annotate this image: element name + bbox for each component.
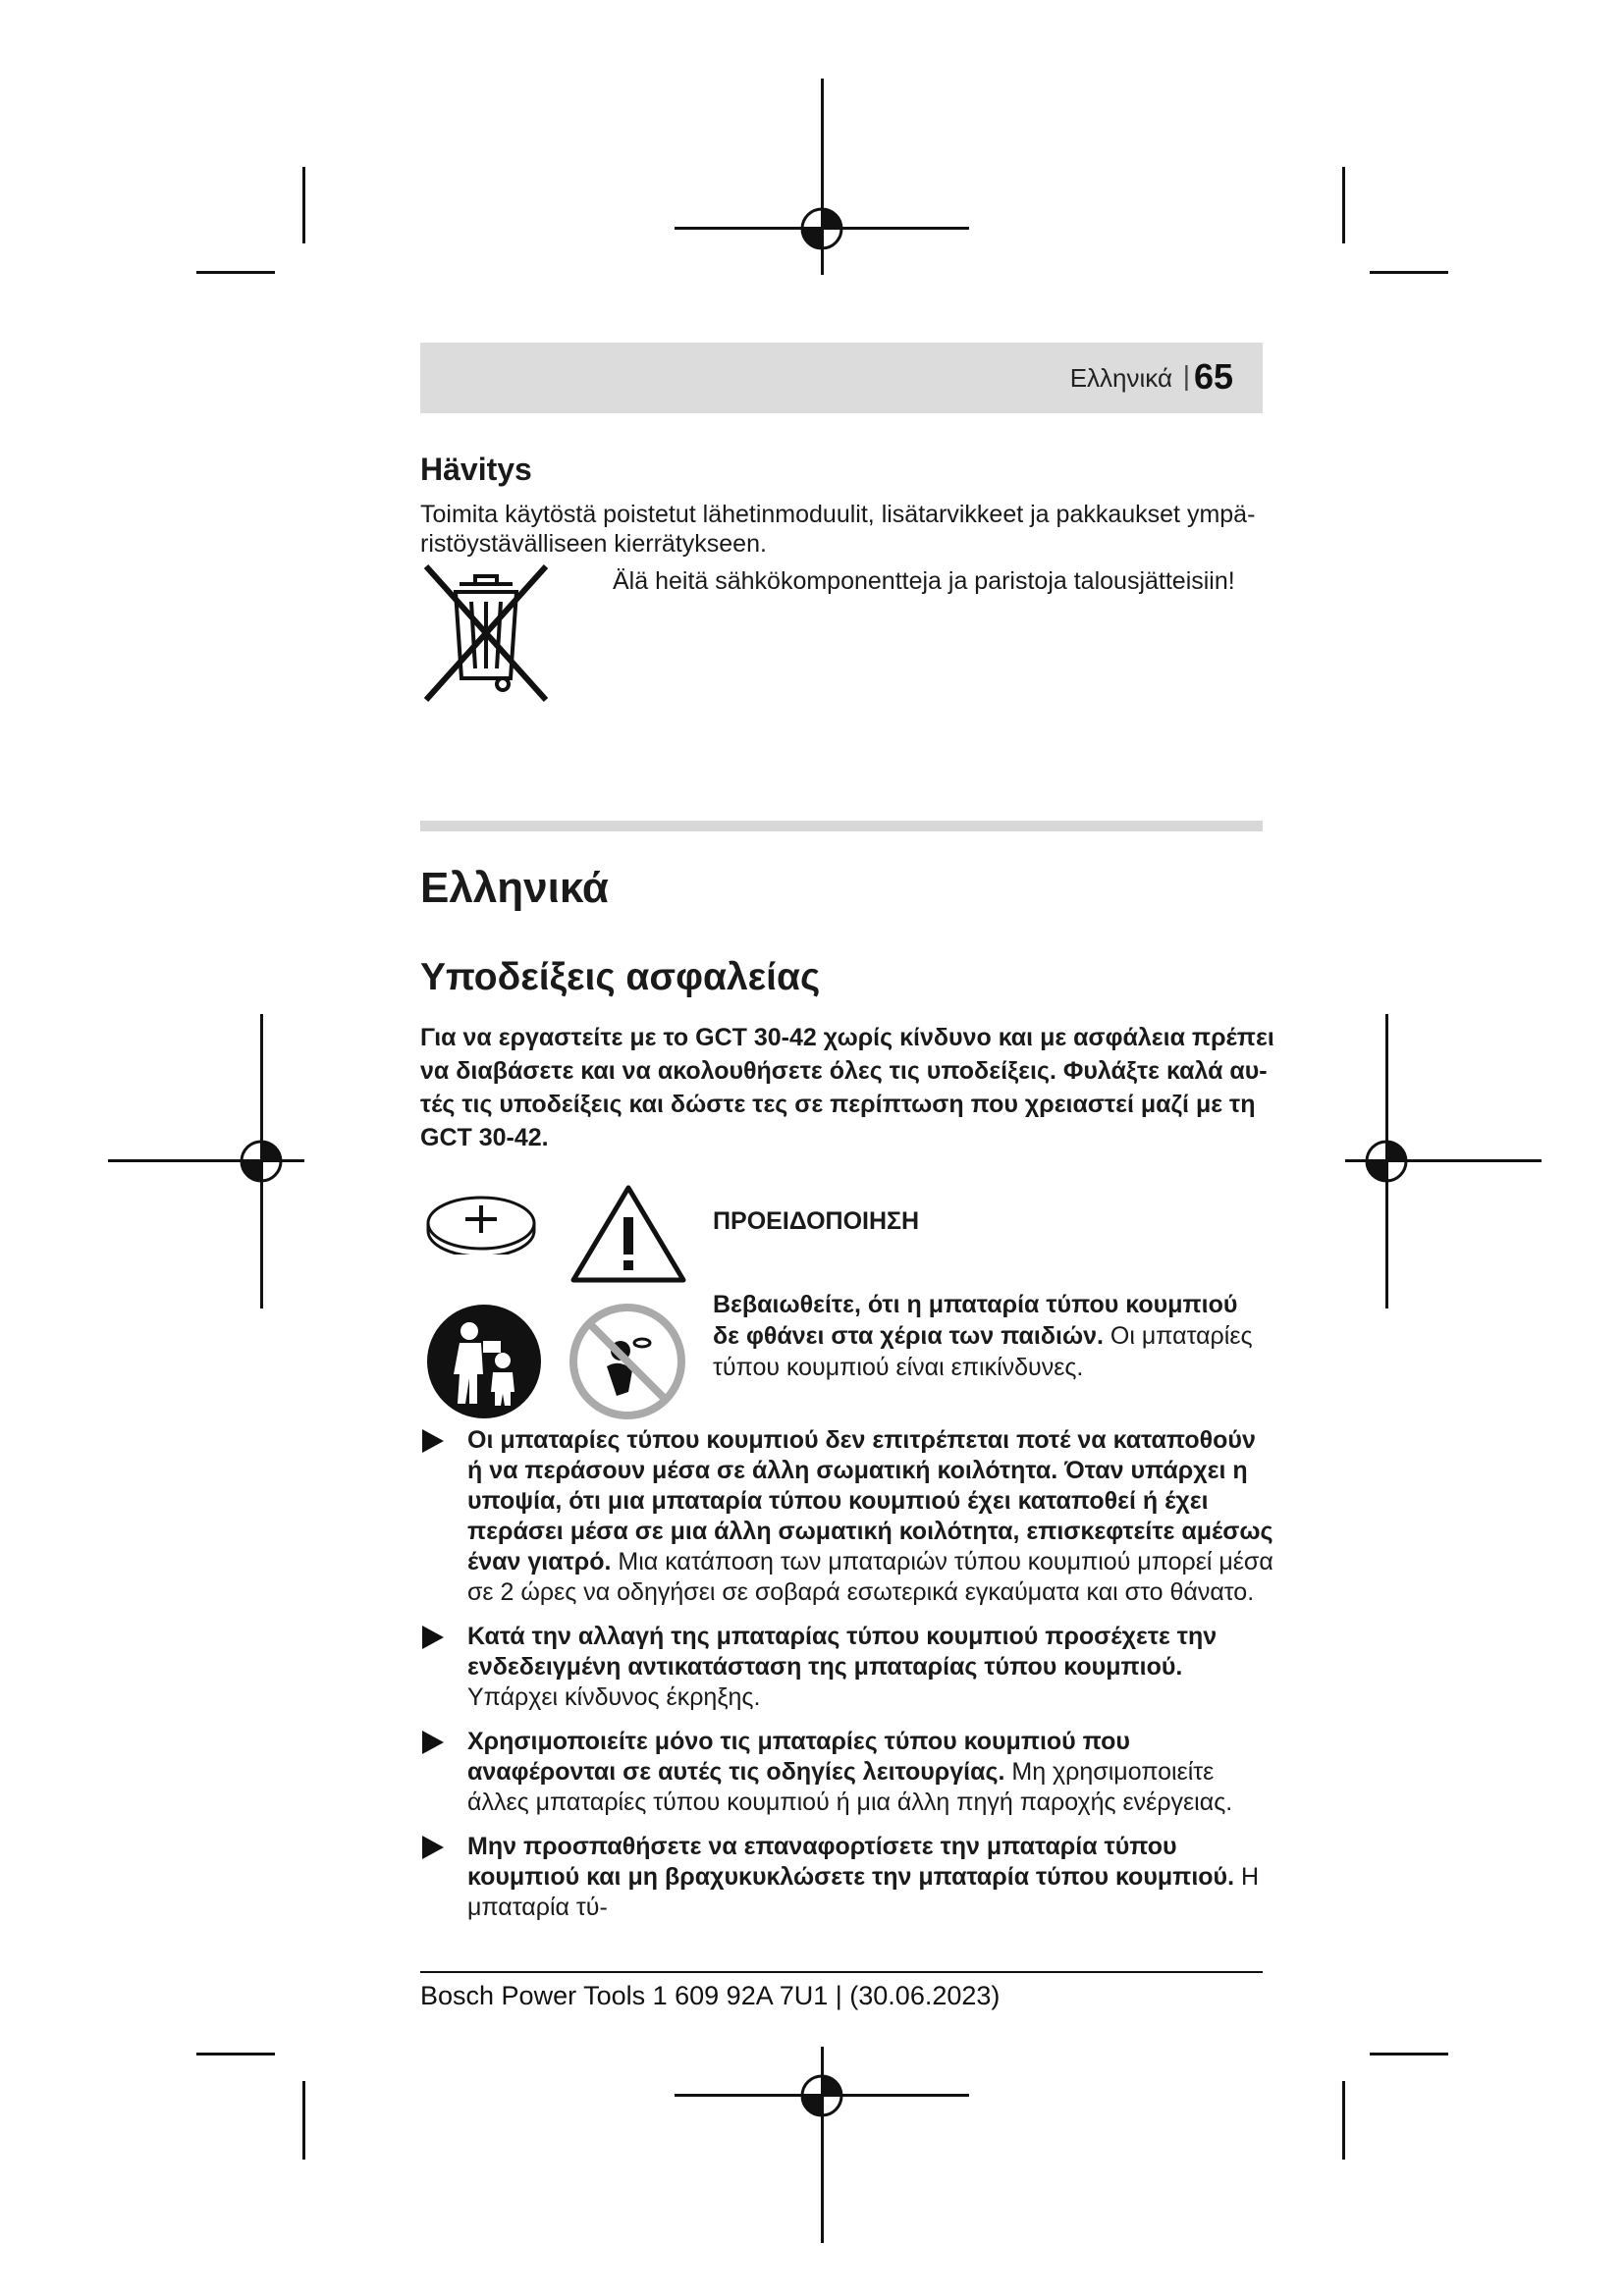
safety-intro: Για να εργαστείτε με το GCT 30-42 χωρίς κίνδυνο και με ασφάλεια πρέπει να διαβάσετε και να ακολουθήσετε όλες τις υποδείξεις. Φυλάξτε καλά αυτές τις υποδείξεις και δώστε τες σε περίπτωση που χρειαστεί μαζί με τη GCT 30-42. <box>420 1024 1274 1151</box>
bullet-arrow-icon <box>422 1836 444 1859</box>
crop-mark <box>302 167 305 243</box>
bullet-bold-text: Οι μπαταρίες τύπου κουμπιού δεν επιτρέπεται ποτέ να καταποθούν ή να περάσουν μέσα σε άλλη σωματική κοιλότητα. Όταν υπάρχει η υποψία, ότι μια μπαταρία τύπου κουμπιού έχει καταποθεί ή έχει περάσει μέσα σε μια άλλη σωματική κοιλότητα, επισκεφτείτε αμέσως έναν γιατρό. <box>467 1426 1273 1575</box>
header-separator: | <box>1182 360 1190 391</box>
disposal-warning-row <box>420 562 1263 729</box>
list-item <box>420 1727 1274 1818</box>
button-battery-icon <box>424 1190 538 1255</box>
bullet-bold-text: Μην προσπαθήσετε να επαναφορτίσετε την μπαταρία τύπου κουμπιού και μη βραχυκυκλώσετε την μπαταρία τύπου κουμπιού. <box>467 1833 1235 1891</box>
crop-mark <box>302 2081 305 2160</box>
disposal-title: Hävitys <box>420 452 532 487</box>
warning-triangle-icon <box>568 1182 689 1286</box>
crossed-out-wheelie-bin-icon <box>420 562 552 710</box>
crop-mark <box>1342 2081 1345 2160</box>
bullet-normal-text: Μια κατάποση των μπαταριών τύπου κουμπιού μπορεί μέσα σε 2 ώρες να οδηγήσει σε σοβαρά εσωτερικά εγκαύματα και στο θάνατο. <box>467 1548 1273 1606</box>
bullet-normal-text: Υπάρχει κίνδυνος έκρηξης. <box>467 1683 761 1711</box>
bullet-normal-text: Η μπαταρία τύ- <box>467 1863 1260 1921</box>
header-language: Ελληνικά <box>1069 363 1172 393</box>
bullet-bold-text: Χρησιμοποιείτε μόνο τις μπαταρίες τύπου κουμπιού που αναφέρονται σε αυτές τις οδηγίες λειτουργίας. <box>467 1728 1130 1786</box>
disposal-section <box>420 432 1263 729</box>
disposal-text: Toimita käytöstä poistetut lähetinmoduulit, lisätarvikkeet ja pakkaukset ympäristöystävälliseen kierrätykseen. <box>420 501 1256 558</box>
page-footer: Bosch Power Tools 1 609 92A 7U1 | (30.06.2023) <box>420 1981 1001 2010</box>
do-not-swallow-icon <box>568 1302 687 1421</box>
crop-mark <box>1370 271 1448 274</box>
bullet-arrow-icon <box>422 1429 444 1453</box>
warning-text-normal: Οι μπαταρίες τύπου κουμπιού είναι επικίνδυνες. <box>713 1322 1253 1381</box>
page-header <box>420 343 1263 413</box>
bullet-arrow-icon <box>422 1731 444 1754</box>
safety-heading: Υποδείξεις ασφαλείας <box>420 956 821 998</box>
page-number: 65 <box>1193 356 1233 397</box>
registration-target-icon <box>234 1134 289 1189</box>
crop-mark <box>196 2053 275 2056</box>
disposal-warning-text: Älä heitä sähkökomponentteja ja paristoja talousjätteisiin! <box>613 567 1235 595</box>
warning-text <box>713 1289 1263 1383</box>
registration-target-icon <box>1359 1134 1414 1189</box>
footer-rule <box>420 1971 1263 1973</box>
safety-bullet-list <box>420 1425 1274 1937</box>
keep-away-from-children-icon <box>424 1302 544 1421</box>
warning-text-bold: Βεβαιωθείτε, ότι η μπαταρία τύπου κουμπιού δε φθάνει στα χέρια των παιδιών. <box>713 1291 1238 1350</box>
bullet-bold-text: Κατά την αλλαγή της μπαταρίας τύπου κουμπιού προσέχετε την ενδεδειγμένη αντικατάσταση της μπαταρίας τύπου κουμπιού. <box>467 1623 1218 1681</box>
list-item <box>420 1425 1274 1608</box>
crop-mark <box>1370 2053 1448 2056</box>
bullet-arrow-icon <box>422 1626 444 1649</box>
registration-target-icon <box>794 201 849 256</box>
section-divider <box>420 821 1263 831</box>
warning-label: ΠΡΟΕΙΔΟΠΟΙΗΣΗ <box>713 1207 920 1235</box>
bullet-normal-text: Μη χρησιμοποιείτε άλλες μπαταρίες τύπου κουμπιού ή μια άλλη πηγή παροχής ενέργειας. <box>467 1758 1233 1816</box>
list-item <box>420 1622 1274 1713</box>
language-heading: Ελληνικά <box>420 864 609 912</box>
registration-target-icon <box>794 2068 849 2123</box>
crop-mark <box>196 271 275 274</box>
crop-mark <box>1342 167 1345 243</box>
list-item <box>420 1832 1274 1923</box>
